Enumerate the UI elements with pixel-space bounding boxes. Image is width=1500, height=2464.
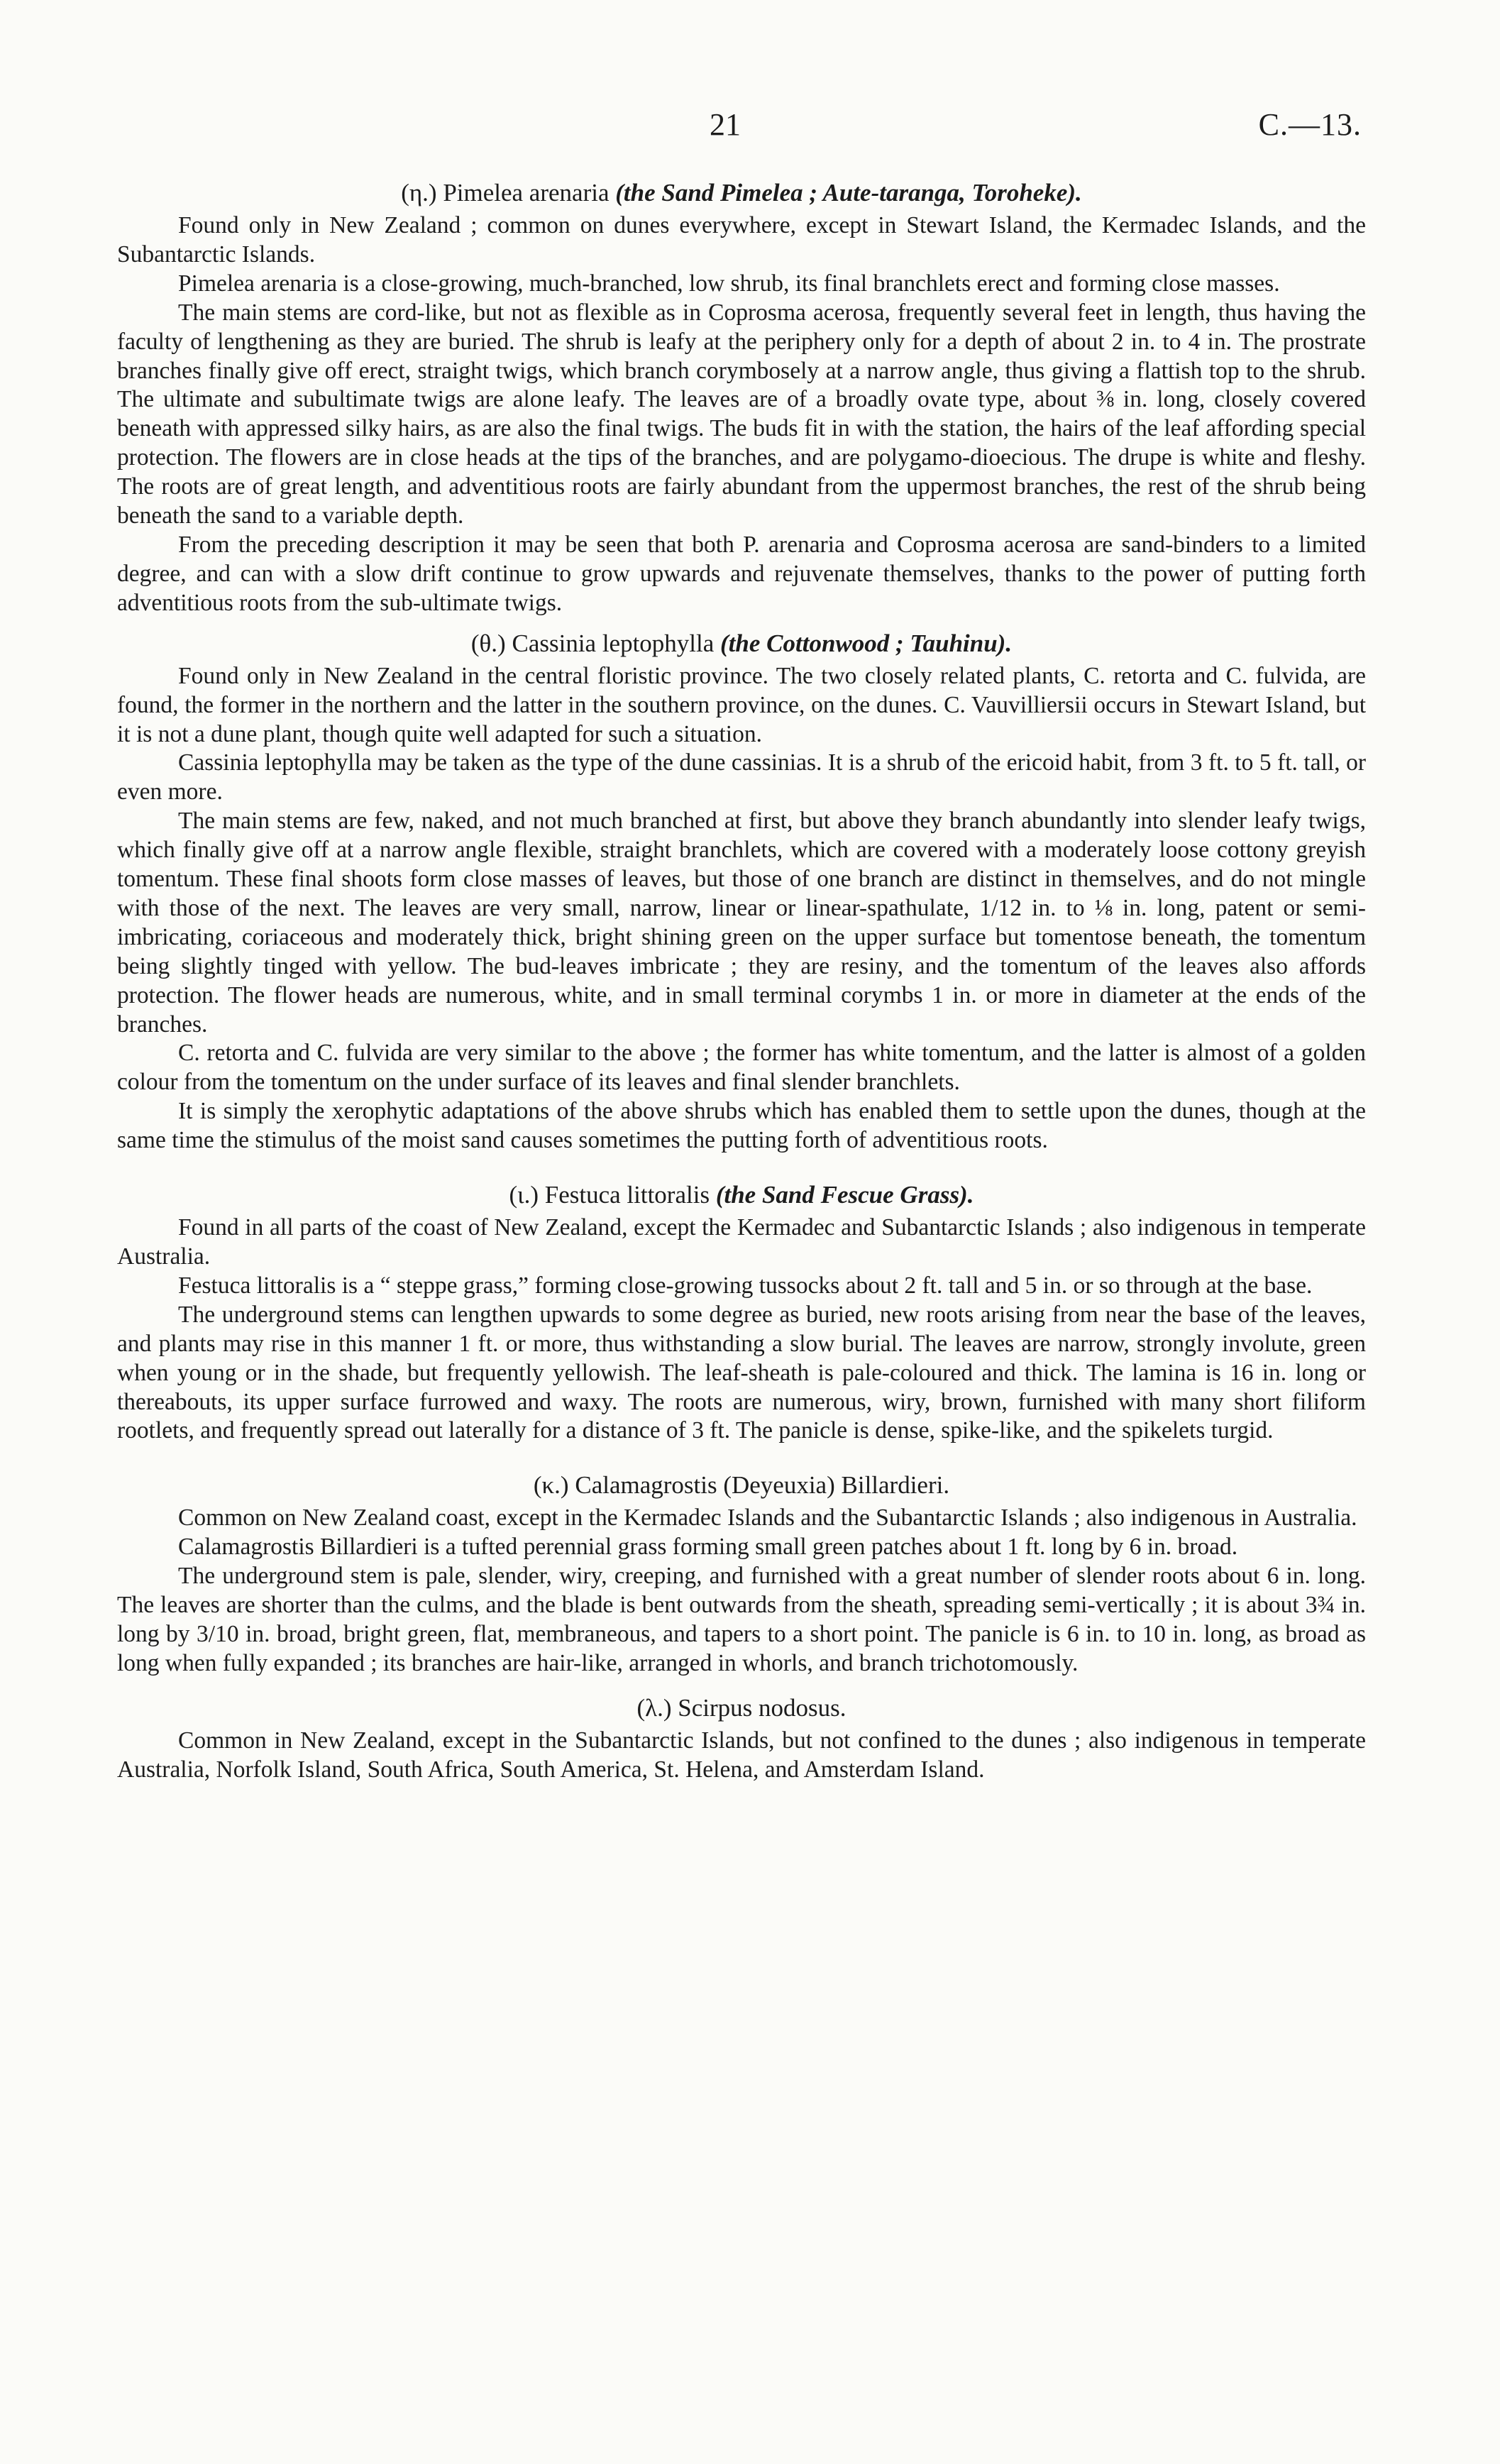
- paragraph: Pimelea arenaria is a close-growing, much-branched, low shrub, its final branchlets erect and forming close masses.: [178, 270, 1280, 297]
- common-names: (the Sand Pimelea ; Aute-taranga, Toroheke).: [615, 179, 1082, 207]
- paragraph: Cassinia leptophylla may be taken as the type of the dune cassinias. It is a shrub of the ericoid habit, from 3 ft. to 5 ft. tall, or even more.: [117, 749, 1366, 805]
- paragraph: It is simply the xerophytic adaptations of the above shrubs which has enabled them to settle upon the dunes, though at the same time the stimulus of the moist sand causes sometimes the putting forth of adventitious roots.: [117, 1098, 1366, 1154]
- paragraph: Found only in New Zealand ; common on dunes everywhere, except in Stewart Island, the Kermadec Islands, and the Subantarctic Islands.: [117, 212, 1366, 268]
- page-number: 21: [710, 107, 741, 142]
- species-name: Pimelea arenaria: [443, 179, 610, 207]
- paragraph: Festuca littoralis is a “ steppe grass,” forming close-growing tussocks about 2 ft. tall and 5 in. or so through at the base.: [178, 1272, 1313, 1299]
- species-name: Calamagrostis (Deyeuxia) Billardieri.: [575, 1471, 950, 1500]
- paragraph: Common in New Zealand, except in the Subantarctic Islands, but not confined to the dunes ; also indigenous in temperate Australia, Norfolk Island, South Africa, South America, St. Helena, and Amsterdam Island.: [117, 1727, 1366, 1783]
- species-name: Festuca littoralis: [544, 1181, 710, 1209]
- section-heading: [117, 1693, 1366, 1724]
- paragraph: From the preceding description it may be seen that both P. arenaria and Coprosma acerosa are sand-binders to a limited degree, and can with a slow drift continue to grow upwards and rejuvenate themselves, thanks to the power of putting forth adventitious roots from the sub-ultimate twigs.: [117, 531, 1366, 616]
- section-label: (λ.): [636, 1693, 672, 1722]
- section-calamagrostis-billardieri: [117, 1470, 1366, 1678]
- section-cassinia-leptophylla: [117, 628, 1366, 1155]
- section-festuca-littoralis: [117, 1179, 1366, 1446]
- page-body: [117, 177, 1366, 1785]
- paragraph: The main stems are cord-like, but not as flexible as in Coprosma acerosa, frequently several feet in length, thus having the faculty of lengthening as they are buried. The shrub is leafy at the periphery only for a depth of about 2 in. to 4 in. The prostrate branches finally give off erect, straight twigs, which branch corymbosely at a narrow angle, thus giving a flattish top to the shrub. The ultimate and subultimate twigs are alone leafy. The leaves are of a broadly ovate type, about ⅜ in. long, closely covered beneath with appressed silky hairs, as are also the final twigs. The buds fit in with the station, the hairs of the leaf affording special protection. The flowers are in close heads at the tips of the branches, and are polygamo-dioecious. The drupe is white and fleshy. The roots are of great length, and adventitious roots are fairly abundant from the uppermost branches, the rest of the shrub being beneath the sand to a variable depth.: [117, 299, 1366, 529]
- section-label: (ι.): [509, 1181, 539, 1209]
- section-pimelea-arenaria: [117, 177, 1366, 618]
- section-label: (θ.): [470, 629, 506, 657]
- paragraph: Calamagrostis Billardieri is a tufted perennial grass forming small green patches about 1 ft. long by 6 in. broad.: [178, 1534, 1238, 1561]
- document-reference: C.—13.: [1258, 107, 1362, 142]
- section-label: (η.): [401, 179, 437, 207]
- common-names: (the Sand Fescue Grass).: [715, 1181, 974, 1209]
- section-heading: [117, 1470, 1366, 1501]
- section-heading: [117, 177, 1366, 209]
- section-label: (κ.): [533, 1471, 569, 1500]
- section-heading: [117, 1179, 1366, 1211]
- paragraph: C. retorta and C. fulvida are very similar to the above ; the former has white tomentum, and the latter is almost of a golden colour from the tomentum on the under surface of its leaves and final slender branchlets.: [117, 1040, 1366, 1096]
- paragraph: The underground stems can lengthen upwards to some degree as buried, new roots arising from near the base of the leaves, and plants may rise in this manner 1 ft. or more, thus withstanding a slow burial. The leaves are narrow, strongly involute, green when young or in the shade, but frequently yellowish. The leaf-sheath is pale-coloured and thick. The lamina is 16 in. long or thereabouts, its upper surface furrowed and waxy. The roots are numerous, wiry, brown, furnished with many short filiform rootlets, and frequently spread out laterally for a distance of 3 ft. The panicle is dense, spike-like, and the spikelets turgid.: [117, 1301, 1366, 1444]
- paragraph: Common on New Zealand coast, except in the Kermadec Islands and the Subantarctic Islands ; also indigenous in Australia.: [178, 1505, 1357, 1531]
- species-name: Cassinia leptophylla: [512, 629, 715, 657]
- species-name: Scirpus nodosus.: [678, 1693, 846, 1722]
- paragraph: Found in all parts of the coast of New Zealand, except the Kermadec and Subantarctic Islands ; also indigenous in temperate Australia.: [117, 1214, 1366, 1270]
- section-scirpus-nodosus: [117, 1693, 1366, 1785]
- paragraph: The main stems are few, naked, and not much branched at first, but above they branch abundantly into slender leafy twigs, which finally give off at a narrow angle flexible, straight branchlets, which are covered with a moderately loose cottony greyish tomentum. These final shoots form close masses of leaves, but those of one branch are distinct in themselves, and do not mingle with those of the next. The leaves are very small, narrow, linear or linear-spathulate, 1/12 in. to ⅛ in. long, patent or semi-imbricating, coriaceous and moderately thick, bright shining green on the upper surface but tomentose beneath, the tomentum being slightly tinged with yellow. The bud-leaves imbricate ; they are resiny, and the tomentum of the leaves also affords protection. The flower heads are numerous, white, and in small terminal corymbs 1 in. or more in diameter at the ends of the branches.: [117, 808, 1366, 1038]
- paragraph: The underground stem is pale, slender, wiry, creeping, and furnished with a great number of slender roots about 6 in. long. The leaves are shorter than the culms, and the blade is bent outwards from the sheath, spreading semi-vertically ; it is about 3¾ in. long by 3/10 in. broad, bright green, flat, membraneous, and tapers to a short point. The panicle is 6 in. to 10 in. long, as broad as long when fully expanded ; its branches are hair-like, arranged in whorls, and branch trichotomously.: [117, 1563, 1366, 1676]
- paragraph: Found only in New Zealand in the central floristic province. The two closely related plants, C. retorta and C. fulvida, are found, the former in the northern and the latter in the southern province, on the dunes. C. Vauvilliersii occurs in Stewart Island, but it is not a dune plant, though quite well adapted for such a situation.: [117, 662, 1366, 747]
- common-names: (the Cottonwood ; Tauhinu).: [720, 629, 1013, 657]
- section-heading: [117, 628, 1366, 659]
